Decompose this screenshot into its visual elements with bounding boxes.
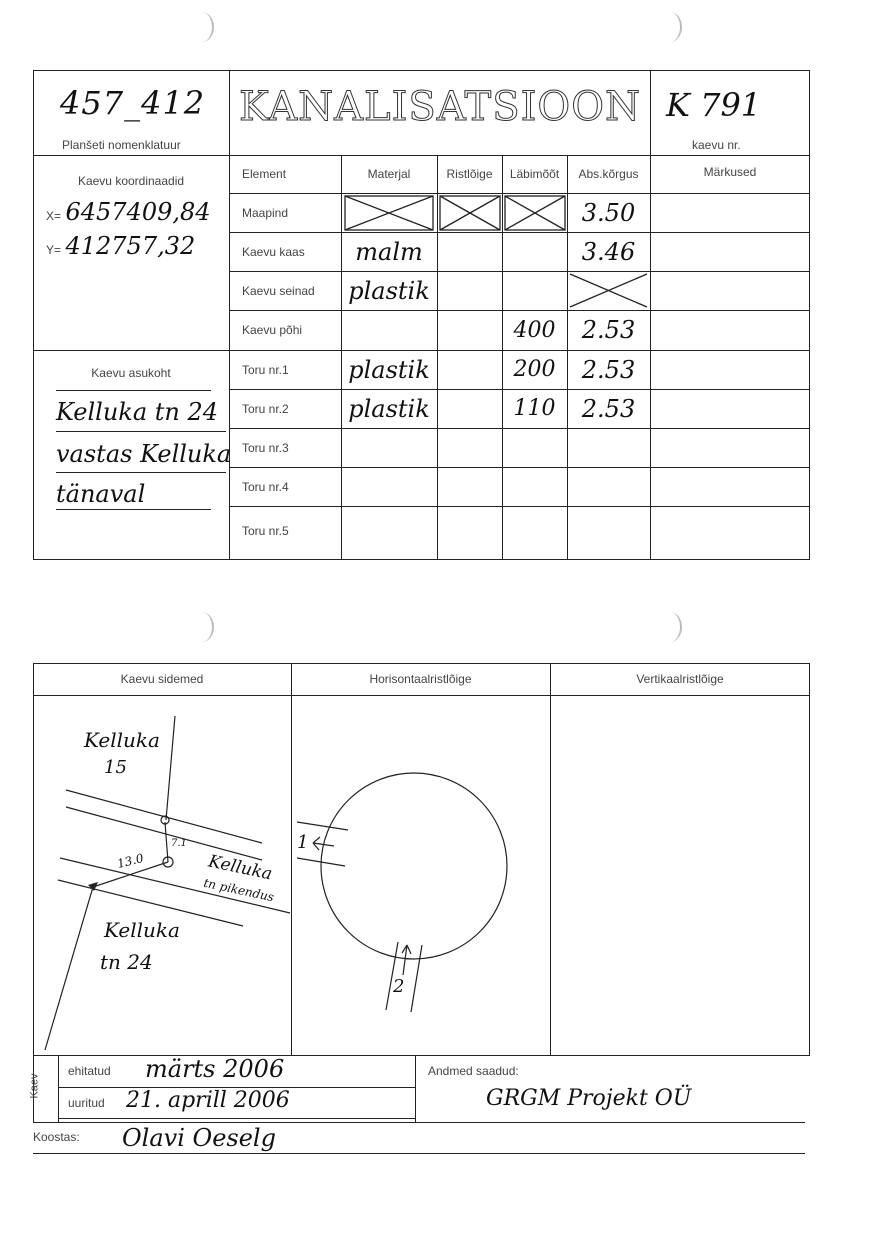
col-header-material: Materjal	[367, 167, 411, 181]
row-material: plastik	[348, 276, 430, 305]
col-header-abs-height: Abs.kõrgus	[578, 167, 639, 181]
row-element: Toru nr.4	[242, 479, 289, 494]
row-height: 2.53	[581, 394, 636, 423]
sketch-street-bottom-num: tn 24	[100, 950, 153, 974]
col-header-element: Element	[242, 167, 287, 181]
col-header-cross-section: Ristlõige	[446, 167, 493, 181]
compiled-label: Koostas:	[33, 1130, 80, 1144]
sketch-distance-b: 13.0	[115, 850, 146, 872]
vertical-section-label: Vertikaalristlõige	[636, 672, 724, 686]
row-height: 3.50	[581, 198, 636, 227]
row-element: Kaevu põhi	[242, 323, 303, 337]
row-element: Kaevu seinad	[242, 283, 315, 298]
nomenclature-value: 457_412	[60, 84, 206, 122]
surveyed-value: 21. aprill 2006	[126, 1088, 290, 1113]
coords-label: Kaevu koordinaadid	[77, 174, 185, 188]
location-line-3: tänaval	[56, 480, 146, 508]
row-diameter: 110	[513, 396, 556, 421]
row-element: Toru nr.3	[242, 440, 289, 455]
ties-label: Kaevu sidemed	[120, 672, 204, 686]
well-number-label: kaevu nr.	[692, 138, 741, 152]
pipe-1-label: 1	[297, 832, 309, 853]
row-diameter: 200	[513, 357, 556, 382]
y-value: 412757,32	[65, 232, 196, 260]
compiled-value: Olavi Oeselg	[122, 1124, 276, 1152]
pipe-2-label: 2	[393, 976, 405, 997]
built-label: ehitatud	[68, 1064, 111, 1078]
row-element: Maapind	[242, 205, 289, 220]
row-material: plastik	[348, 355, 430, 384]
row-material: plastik	[348, 394, 430, 423]
col-header-diameter: Läbimõõt	[509, 167, 560, 181]
sketch-extension-label-1: Kelluka	[206, 851, 274, 885]
sketch-street-top-num: 15	[104, 757, 127, 778]
row-element: Kaevu kaas	[242, 244, 305, 259]
row-height: 2.53	[581, 316, 636, 344]
sketch-street-top: Kelluka	[84, 728, 160, 752]
built-value: märts 2006	[145, 1055, 285, 1083]
location-line-2: vastas Kelluka	[56, 440, 232, 468]
data-source-value: GRGM Projekt OÜ	[486, 1086, 692, 1111]
well-number-value: K 791	[666, 86, 762, 124]
row-element: Toru nr.2	[242, 401, 289, 416]
nomenclature-label: Planšeti nomenklatuur	[62, 138, 181, 152]
row-height: 2.53	[581, 355, 636, 384]
sketch-street-bottom: Kelluka	[104, 918, 180, 942]
location-label: Kaevu asukoht	[91, 366, 171, 380]
row-diameter: 400	[513, 317, 556, 343]
sketch-distance-a: 7.1	[171, 838, 187, 849]
row-element: Toru nr.5	[242, 524, 289, 538]
col-header-notes: Märkused	[703, 165, 757, 179]
x-value: 6457409,84	[65, 198, 211, 226]
x-label: X=	[46, 209, 62, 223]
location-line-1: Kelluka tn 24	[56, 398, 219, 426]
sketch-extension-label-2: tn pikendus	[202, 875, 276, 905]
row-height: 3.46	[581, 237, 636, 266]
horizontal-section-label: Horisontaalristlõige	[369, 672, 472, 686]
y-label: Y=	[46, 243, 62, 257]
row-element: Toru nr.1	[242, 362, 289, 377]
form-title: KANALISATSIOON	[239, 84, 641, 130]
row-material: malm	[355, 237, 423, 266]
side-label: Kaev	[28, 1073, 41, 1099]
data-source-label: Andmed saadud:	[428, 1064, 519, 1078]
surveyed-label: uuritud	[68, 1096, 105, 1110]
